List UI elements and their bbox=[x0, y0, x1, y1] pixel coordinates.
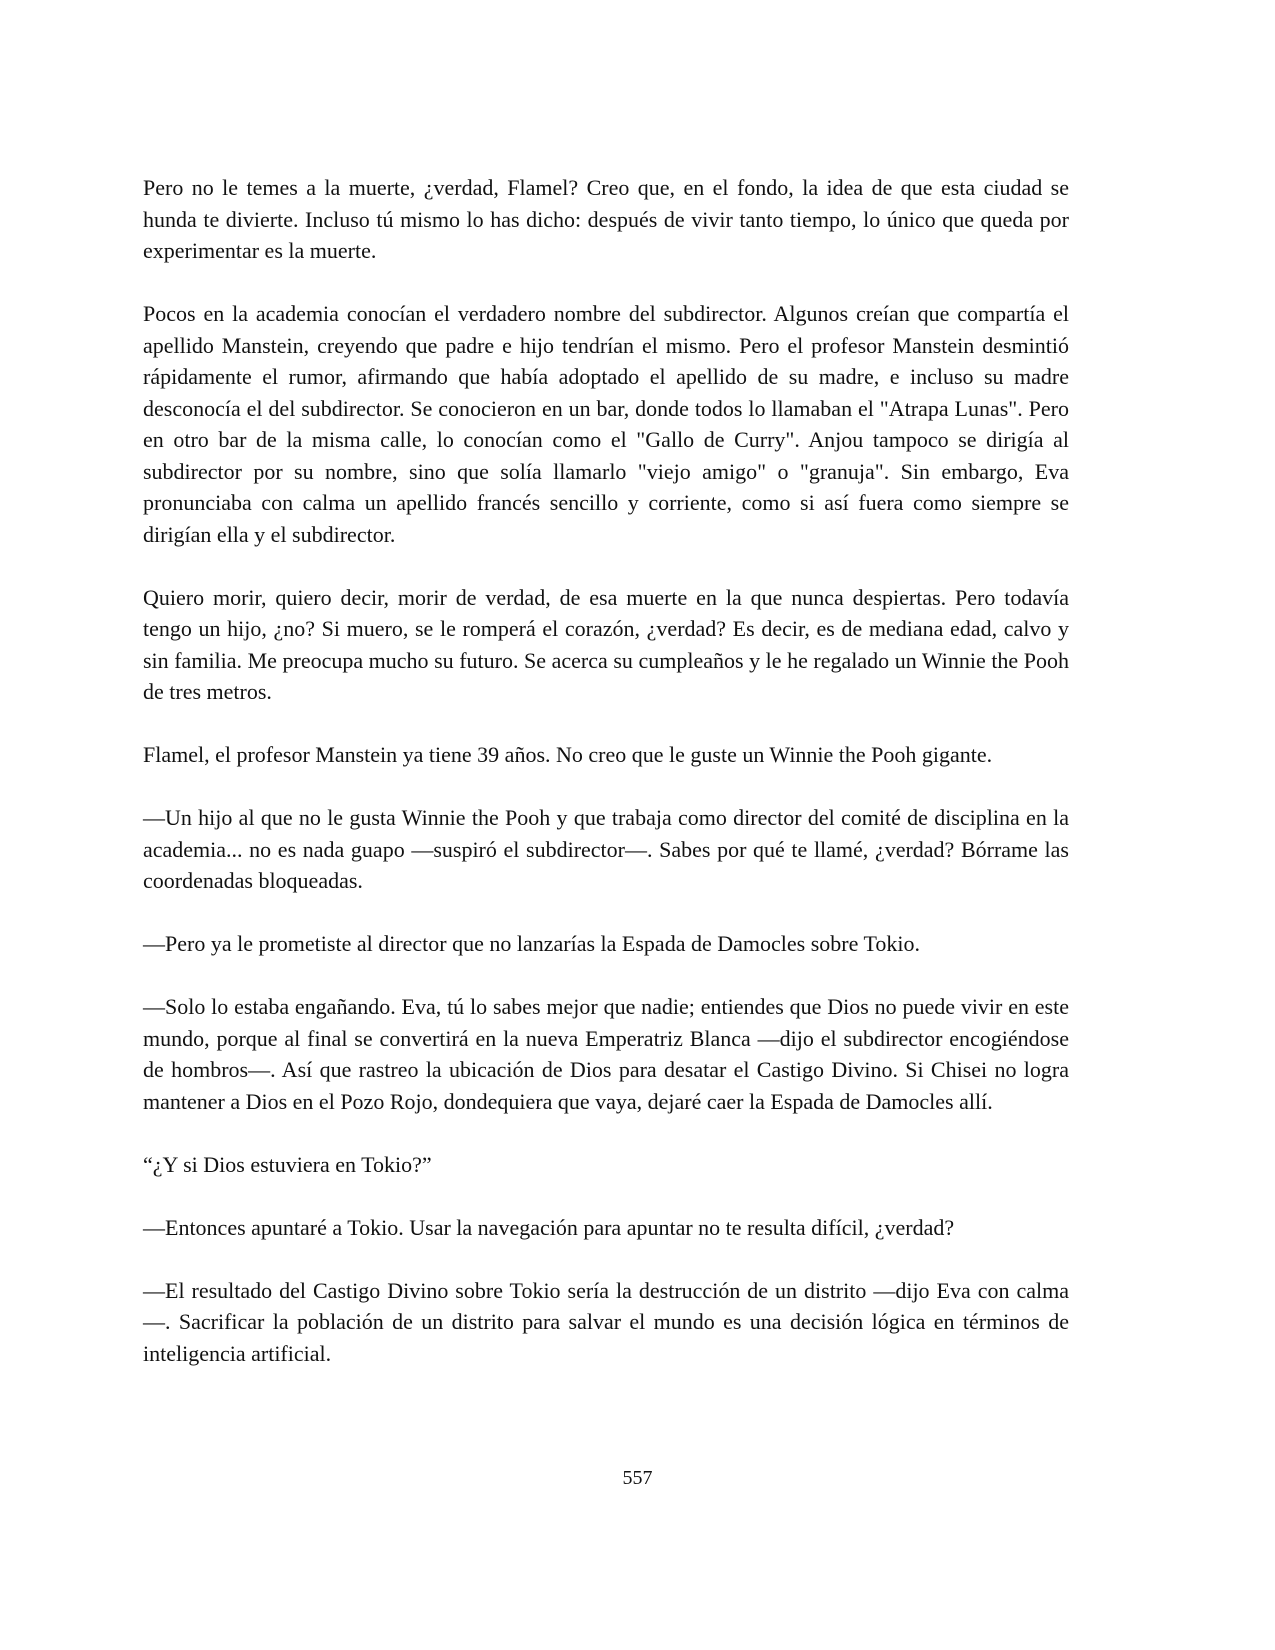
paragraph: —Un hijo al que no le gusta Winnie the Pooh y que trabaja como director del comité de disciplina en la academia... no es nada guapo —suspiró el subdirector—. Sabes por qué te llamé, ¿verdad? Bórrame las coordenadas bloqueadas. bbox=[143, 805, 1069, 893]
paragraph: —Solo lo estaba engañando. Eva, tú lo sabes mejor que nadie; entiendes que Dios no puede vivir en este mundo, porque al final se convertirá en la nueva Emperatriz Blanca —dijo el subdirector encogiéndose de hombros—. Así que rastreo la ubicación de Dios para desatar el Castigo Divino. Si Chisei no logra mantener a Dios en el Pozo Rojo, dondequiera que vaya, dejaré caer la Espada de Damocles allí. bbox=[143, 994, 1069, 1114]
paragraph: —Entonces apuntaré a Tokio. Usar la navegación para apuntar no te resulta difícil, ¿verdad? bbox=[143, 1214, 955, 1240]
paragraph: Pero no le temes a la muerte, ¿verdad, Flamel? Creo que, en el fondo, la idea de que esta ciudad se hunda te divierte. Incluso tú mismo lo has dicho: después de vivir tanto tiempo, lo único que queda por experimentar es la muerte. bbox=[143, 175, 1069, 263]
paragraph: Flamel, el profesor Manstein ya tiene 39 años. No creo que le guste un Winnie the Pooh gigante. bbox=[143, 742, 993, 767]
paragraph: Quiero morir, quiero decir, morir de verdad, de esa muerte en la que nunca despiertas. Pero todavía tengo un hijo, ¿no? Si muero, se le romperá el corazón, ¿verdad? Es decir, es de mediana edad, calvo y sin familia. Me preocupa mucho su futuro. Se acerca su cumpleaños y le he regalado un Winnie the Pooh de tres metros. bbox=[143, 584, 1069, 704]
page-number: 557 bbox=[622, 1467, 653, 1489]
paragraph: —Pero ya le prometiste al director que no lanzarías la Espada de Damocles sobre Tokio. bbox=[143, 931, 920, 956]
page-body bbox=[143, 172, 1069, 1401]
paragraph: “¿Y si Dios estuviera en Tokio?” bbox=[143, 1151, 432, 1177]
paragraph: —El resultado del Castigo Divino sobre Tokio sería la destrucción de un distrito —dijo Eva con calma—. Sacrificar la población de un distrito para salvar el mundo es una decisión lógica en términos de inteligencia artificial. bbox=[143, 1277, 1069, 1366]
paragraph: Pocos en la academia conocían el verdadero nombre del subdirector. Algunos creían que compartía el apellido Manstein, creyendo que padre e hijo tendrían el mismo. Pero el profesor Manstein desmintió rápidamente el rumor, afirmando que había adoptado el apellido de su madre, e incluso su madre desconocía el del subdirector. Se conocieron en un bar, donde todos lo llamaban el "Atrapa Lunas". Pero en otro bar de la misma calle, lo conocían como el "Gallo de Curry". Anjou tampoco se dirigía al subdirector por su nombre, sino que solía llamarlo "viejo amigo" o "granuja". Sin embargo, Eva pronunciaba con calma un apellido francés sencillo y corriente, como si así fuera como siempre se dirigían ella y el subdirector. bbox=[143, 301, 1069, 547]
